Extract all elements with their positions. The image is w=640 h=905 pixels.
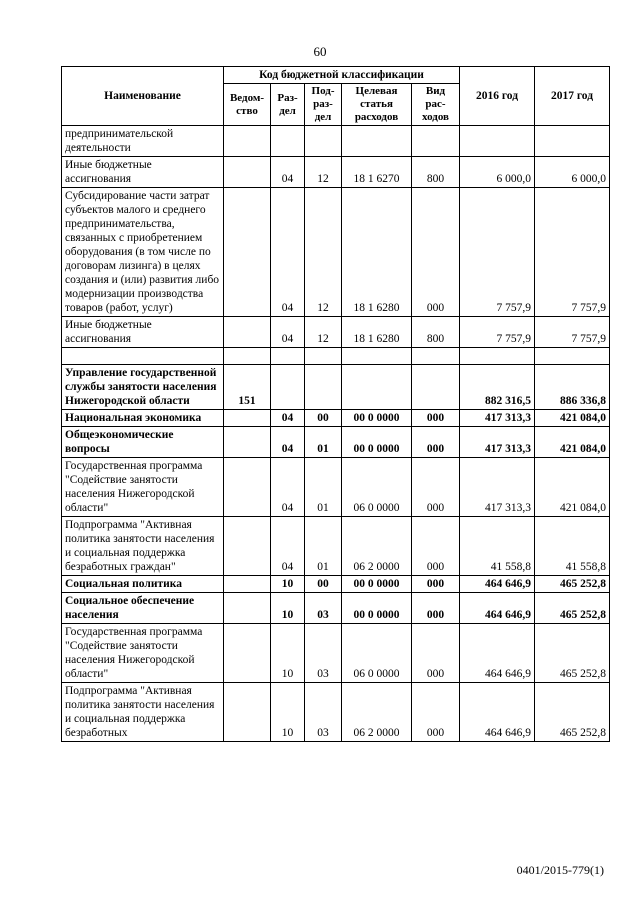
cell-vid: 000 xyxy=(412,427,460,458)
cell-podrazdel: 03 xyxy=(305,624,342,683)
table-row xyxy=(62,348,610,365)
table-body xyxy=(62,126,610,742)
cell-tselevaya: 00 0 0000 xyxy=(342,576,412,593)
cell-podrazdel: 03 xyxy=(305,593,342,624)
cell-razdel: 10 xyxy=(271,576,305,593)
cell-name: Подпрограмма "Активная политика занятости населения и социальная поддержка безработных xyxy=(62,683,224,742)
cell-2016: 417 313,3 xyxy=(460,458,535,517)
cell-2017: 421 084,0 xyxy=(535,410,610,427)
cell-2017: 465 252,8 xyxy=(535,624,610,683)
cell-vedomstvo xyxy=(224,157,271,188)
cell-vid: 800 xyxy=(412,317,460,348)
cell-2017: 465 252,8 xyxy=(535,683,610,742)
cell-razdel: 04 xyxy=(271,410,305,427)
cell-2017: 465 252,8 xyxy=(535,593,610,624)
cell-name: предпринимательской деятельности xyxy=(62,126,224,157)
cell-vedomstvo xyxy=(224,410,271,427)
cell-vid xyxy=(412,348,460,365)
header-podrazdel: Под-раз-дел xyxy=(305,84,342,126)
cell-name: Иные бюджетные ассигнования xyxy=(62,157,224,188)
table-row xyxy=(62,624,610,683)
cell-vedomstvo xyxy=(224,683,271,742)
cell-2016: 464 646,9 xyxy=(460,624,535,683)
header-2016: 2016 год xyxy=(460,67,535,126)
cell-vedomstvo xyxy=(224,576,271,593)
cell-podrazdel xyxy=(305,365,342,410)
table-row xyxy=(62,427,610,458)
header-tselevaya: Целевая статья расходов xyxy=(342,84,412,126)
cell-razdel: 10 xyxy=(271,593,305,624)
cell-podrazdel xyxy=(305,348,342,365)
table-row xyxy=(62,517,610,576)
table-row xyxy=(62,157,610,188)
cell-tselevaya: 00 0 0000 xyxy=(342,427,412,458)
cell-tselevaya: 06 2 0000 xyxy=(342,683,412,742)
cell-2016: 41 558,8 xyxy=(460,517,535,576)
cell-name: Национальная экономика xyxy=(62,410,224,427)
header-vid: Вид рас-ходов xyxy=(412,84,460,126)
cell-vedomstvo xyxy=(224,624,271,683)
cell-2017: 7 757,9 xyxy=(535,317,610,348)
cell-2016: 464 646,9 xyxy=(460,576,535,593)
page-number: 60 xyxy=(313,44,327,59)
cell-name: Общеэкономические вопросы xyxy=(62,427,224,458)
cell-2017: 421 084,0 xyxy=(535,427,610,458)
cell-2016: 6 000,0 xyxy=(460,157,535,188)
cell-vedomstvo xyxy=(224,593,271,624)
cell-tselevaya: 18 1 6270 xyxy=(342,157,412,188)
cell-podrazdel: 00 xyxy=(305,576,342,593)
cell-name: Управление государственной службы занятости населения Нижегородской области xyxy=(62,365,224,410)
cell-2016 xyxy=(460,126,535,157)
cell-name: Государственная программа "Содействие занятости населения Нижегородской области" xyxy=(62,624,224,683)
cell-2017: 6 000,0 xyxy=(535,157,610,188)
cell-vid: 000 xyxy=(412,683,460,742)
cell-2016: 417 313,3 xyxy=(460,410,535,427)
table-row xyxy=(62,126,610,157)
cell-2016: 417 313,3 xyxy=(460,427,535,458)
cell-tselevaya: 18 1 6280 xyxy=(342,317,412,348)
cell-name: Социальная политика xyxy=(62,576,224,593)
cell-vedomstvo xyxy=(224,348,271,365)
cell-razdel: 04 xyxy=(271,517,305,576)
cell-podrazdel: 01 xyxy=(305,517,342,576)
cell-tselevaya: 00 0 0000 xyxy=(342,593,412,624)
cell-2017 xyxy=(535,126,610,157)
header-vedomstvo: Ведом-ство xyxy=(224,84,271,126)
cell-podrazdel: 01 xyxy=(305,427,342,458)
cell-vid xyxy=(412,365,460,410)
cell-razdel: 04 xyxy=(271,427,305,458)
cell-vid xyxy=(412,126,460,157)
cell-tselevaya xyxy=(342,365,412,410)
cell-vedomstvo xyxy=(224,188,271,317)
cell-vid: 800 xyxy=(412,157,460,188)
cell-name: Субсидирование части затрат субъектов малого и среднего предпринимательства, связанных с приобретением оборудования (в том числе по договорам лизинга) в целях создания и (или) развития либо модернизации производства товаров (работ, услуг) xyxy=(62,188,224,317)
cell-2017: 465 252,8 xyxy=(535,576,610,593)
cell-2017 xyxy=(535,348,610,365)
cell-2016: 464 646,9 xyxy=(460,683,535,742)
cell-podrazdel: 00 xyxy=(305,410,342,427)
cell-tselevaya: 06 2 0000 xyxy=(342,517,412,576)
cell-podrazdel: 12 xyxy=(305,317,342,348)
cell-podrazdel xyxy=(305,126,342,157)
cell-tselevaya xyxy=(342,126,412,157)
cell-vid: 000 xyxy=(412,410,460,427)
cell-tselevaya xyxy=(342,348,412,365)
cell-razdel: 04 xyxy=(271,188,305,317)
cell-vedomstvo xyxy=(224,427,271,458)
header-name: Наименование xyxy=(62,67,224,126)
cell-vid: 000 xyxy=(412,458,460,517)
cell-tselevaya: 06 0 0000 xyxy=(342,624,412,683)
cell-2017: 421 084,0 xyxy=(535,458,610,517)
cell-2017: 41 558,8 xyxy=(535,517,610,576)
cell-razdel xyxy=(271,126,305,157)
table-row xyxy=(62,365,610,410)
cell-2016: 7 757,9 xyxy=(460,188,535,317)
cell-vid: 000 xyxy=(412,624,460,683)
cell-razdel xyxy=(271,365,305,410)
cell-2017: 7 757,9 xyxy=(535,188,610,317)
cell-2016: 7 757,9 xyxy=(460,317,535,348)
footer-code: 0401/2015-779(1) xyxy=(516,863,604,877)
header-razdel: Раз-дел xyxy=(271,84,305,126)
cell-vedomstvo xyxy=(224,126,271,157)
cell-name: Социальное обеспечение населения xyxy=(62,593,224,624)
cell-razdel xyxy=(271,348,305,365)
cell-podrazdel: 03 xyxy=(305,683,342,742)
table-row xyxy=(62,410,610,427)
cell-tselevaya: 06 0 0000 xyxy=(342,458,412,517)
cell-vid: 000 xyxy=(412,188,460,317)
cell-razdel: 10 xyxy=(271,624,305,683)
budget-table xyxy=(61,66,610,742)
cell-razdel: 04 xyxy=(271,317,305,348)
cell-vedomstvo xyxy=(224,317,271,348)
cell-vedomstvo xyxy=(224,517,271,576)
cell-2016: 464 646,9 xyxy=(460,593,535,624)
cell-razdel: 04 xyxy=(271,458,305,517)
cell-vedomstvo: 151 xyxy=(224,365,271,410)
cell-tselevaya: 00 0 0000 xyxy=(342,410,412,427)
table-row xyxy=(62,593,610,624)
table-row xyxy=(62,576,610,593)
cell-razdel: 04 xyxy=(271,157,305,188)
header-code-group: Код бюджетной классификации xyxy=(224,67,460,84)
cell-vedomstvo xyxy=(224,458,271,517)
cell-razdel: 10 xyxy=(271,683,305,742)
cell-vid: 000 xyxy=(412,576,460,593)
cell-name: Иные бюджетные ассигнования xyxy=(62,317,224,348)
cell-podrazdel: 12 xyxy=(305,188,342,317)
table-row xyxy=(62,188,610,317)
cell-vid: 000 xyxy=(412,517,460,576)
cell-2017: 886 336,8 xyxy=(535,365,610,410)
cell-2016: 882 316,5 xyxy=(460,365,535,410)
cell-podrazdel: 01 xyxy=(305,458,342,517)
table-row xyxy=(62,458,610,517)
cell-2016 xyxy=(460,348,535,365)
cell-podrazdel: 12 xyxy=(305,157,342,188)
cell-name: Государственная программа "Содействие занятости населения Нижегородской области" xyxy=(62,458,224,517)
table-row xyxy=(62,683,610,742)
header-2017: 2017 год xyxy=(535,67,610,126)
table-row xyxy=(62,317,610,348)
cell-tselevaya: 18 1 6280 xyxy=(342,188,412,317)
cell-name xyxy=(62,348,224,365)
cell-name: Подпрограмма "Активная политика занятости населения и социальная поддержка безработных граждан" xyxy=(62,517,224,576)
cell-vid: 000 xyxy=(412,593,460,624)
